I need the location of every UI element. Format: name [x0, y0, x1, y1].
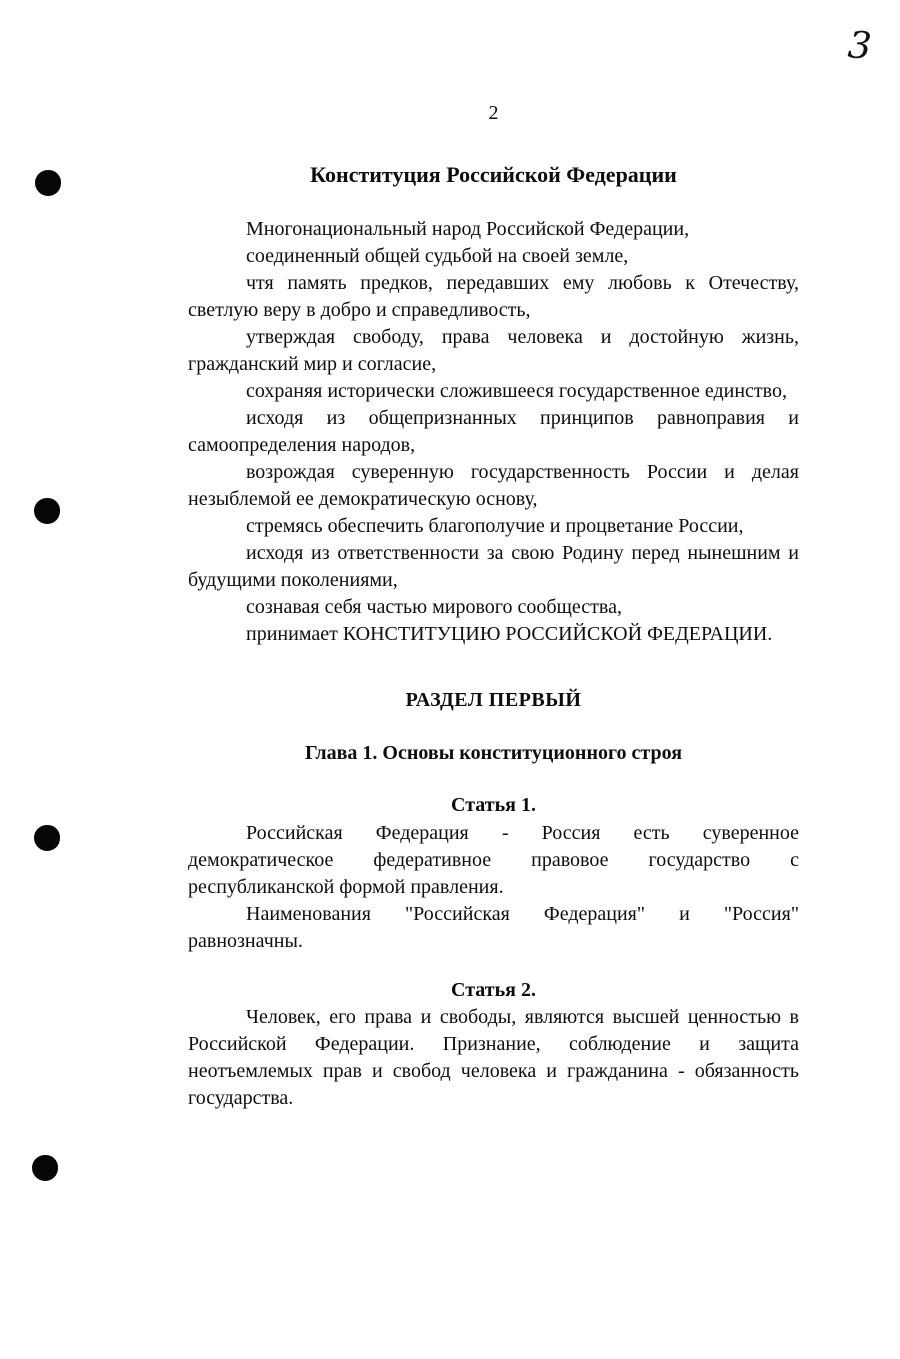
- punch-hole-mark: [32, 1155, 58, 1181]
- chapter-heading: Глава 1. Основы конституционного строя: [304, 742, 683, 764]
- preamble-paragraph: исходя из общепризнанных принципов равноправия и самоопределения народов,: [188, 407, 799, 456]
- preamble-paragraph: утверждая свободу, права человека и достойную жизнь, гражданский мир и согласие,: [188, 326, 799, 375]
- article-2-paragraph: Человек, его права и свободы, являются высшей ценностью в Российской Федерации. Признание, соблюдение и защита неотъемлемых прав и свобод человека и гражданина - обязанность государства.: [188, 1006, 799, 1109]
- printed-page-number: 2: [488, 102, 499, 124]
- punch-hole-mark: [34, 498, 60, 524]
- preamble: [188, 216, 799, 648]
- article-1-heading: Статья 1.: [451, 794, 536, 816]
- preamble-paragraph: принимает КОНСТИТУЦИЮ РОССИЙСКОЙ ФЕДЕРАЦИИ.: [246, 623, 773, 645]
- preamble-paragraph: соединенный общей судьбой на своей земле,: [246, 245, 629, 267]
- article-2-heading: Статья 2.: [451, 979, 536, 1001]
- article-1-paragraph: Российская Федерация - Россия есть суверенное демократическое федеративное правовое государство с республиканской формой правления.: [188, 822, 799, 898]
- preamble-paragraph: стремясь обеспечить благополучие и процветание России,: [246, 515, 744, 537]
- preamble-paragraph: Многонациональный народ Российской Федерации,: [246, 218, 690, 240]
- article-2-body: [188, 1004, 799, 1112]
- preamble-paragraph: чтя память предков, передавших ему любовь к Отечеству, светлую веру в добро и справедливость,: [188, 272, 799, 321]
- article-1-paragraph: Наименования "Российская Федерация" и "Россия" равнозначны.: [188, 903, 799, 952]
- preamble-paragraph: исходя из ответственности за свою Родину перед нынешним и будущими поколениями,: [188, 542, 799, 591]
- punch-hole-mark: [34, 825, 60, 851]
- punch-hole-mark: [35, 170, 61, 196]
- preamble-paragraph: сохраняя исторически сложившееся государственное единство,: [246, 380, 787, 402]
- article-1-body: [188, 820, 799, 955]
- preamble-paragraph: возрождая суверенную государственность России и делая незыблемой ее демократическую основу,: [188, 461, 799, 510]
- section-heading: РАЗДЕЛ ПЕРВЫЙ: [405, 689, 582, 711]
- handwritten-page-number: 3: [846, 23, 874, 68]
- document-title: Конституция Российской Федерации: [310, 162, 677, 187]
- preamble-paragraph: сознавая себя частью мирового сообщества,: [246, 596, 622, 618]
